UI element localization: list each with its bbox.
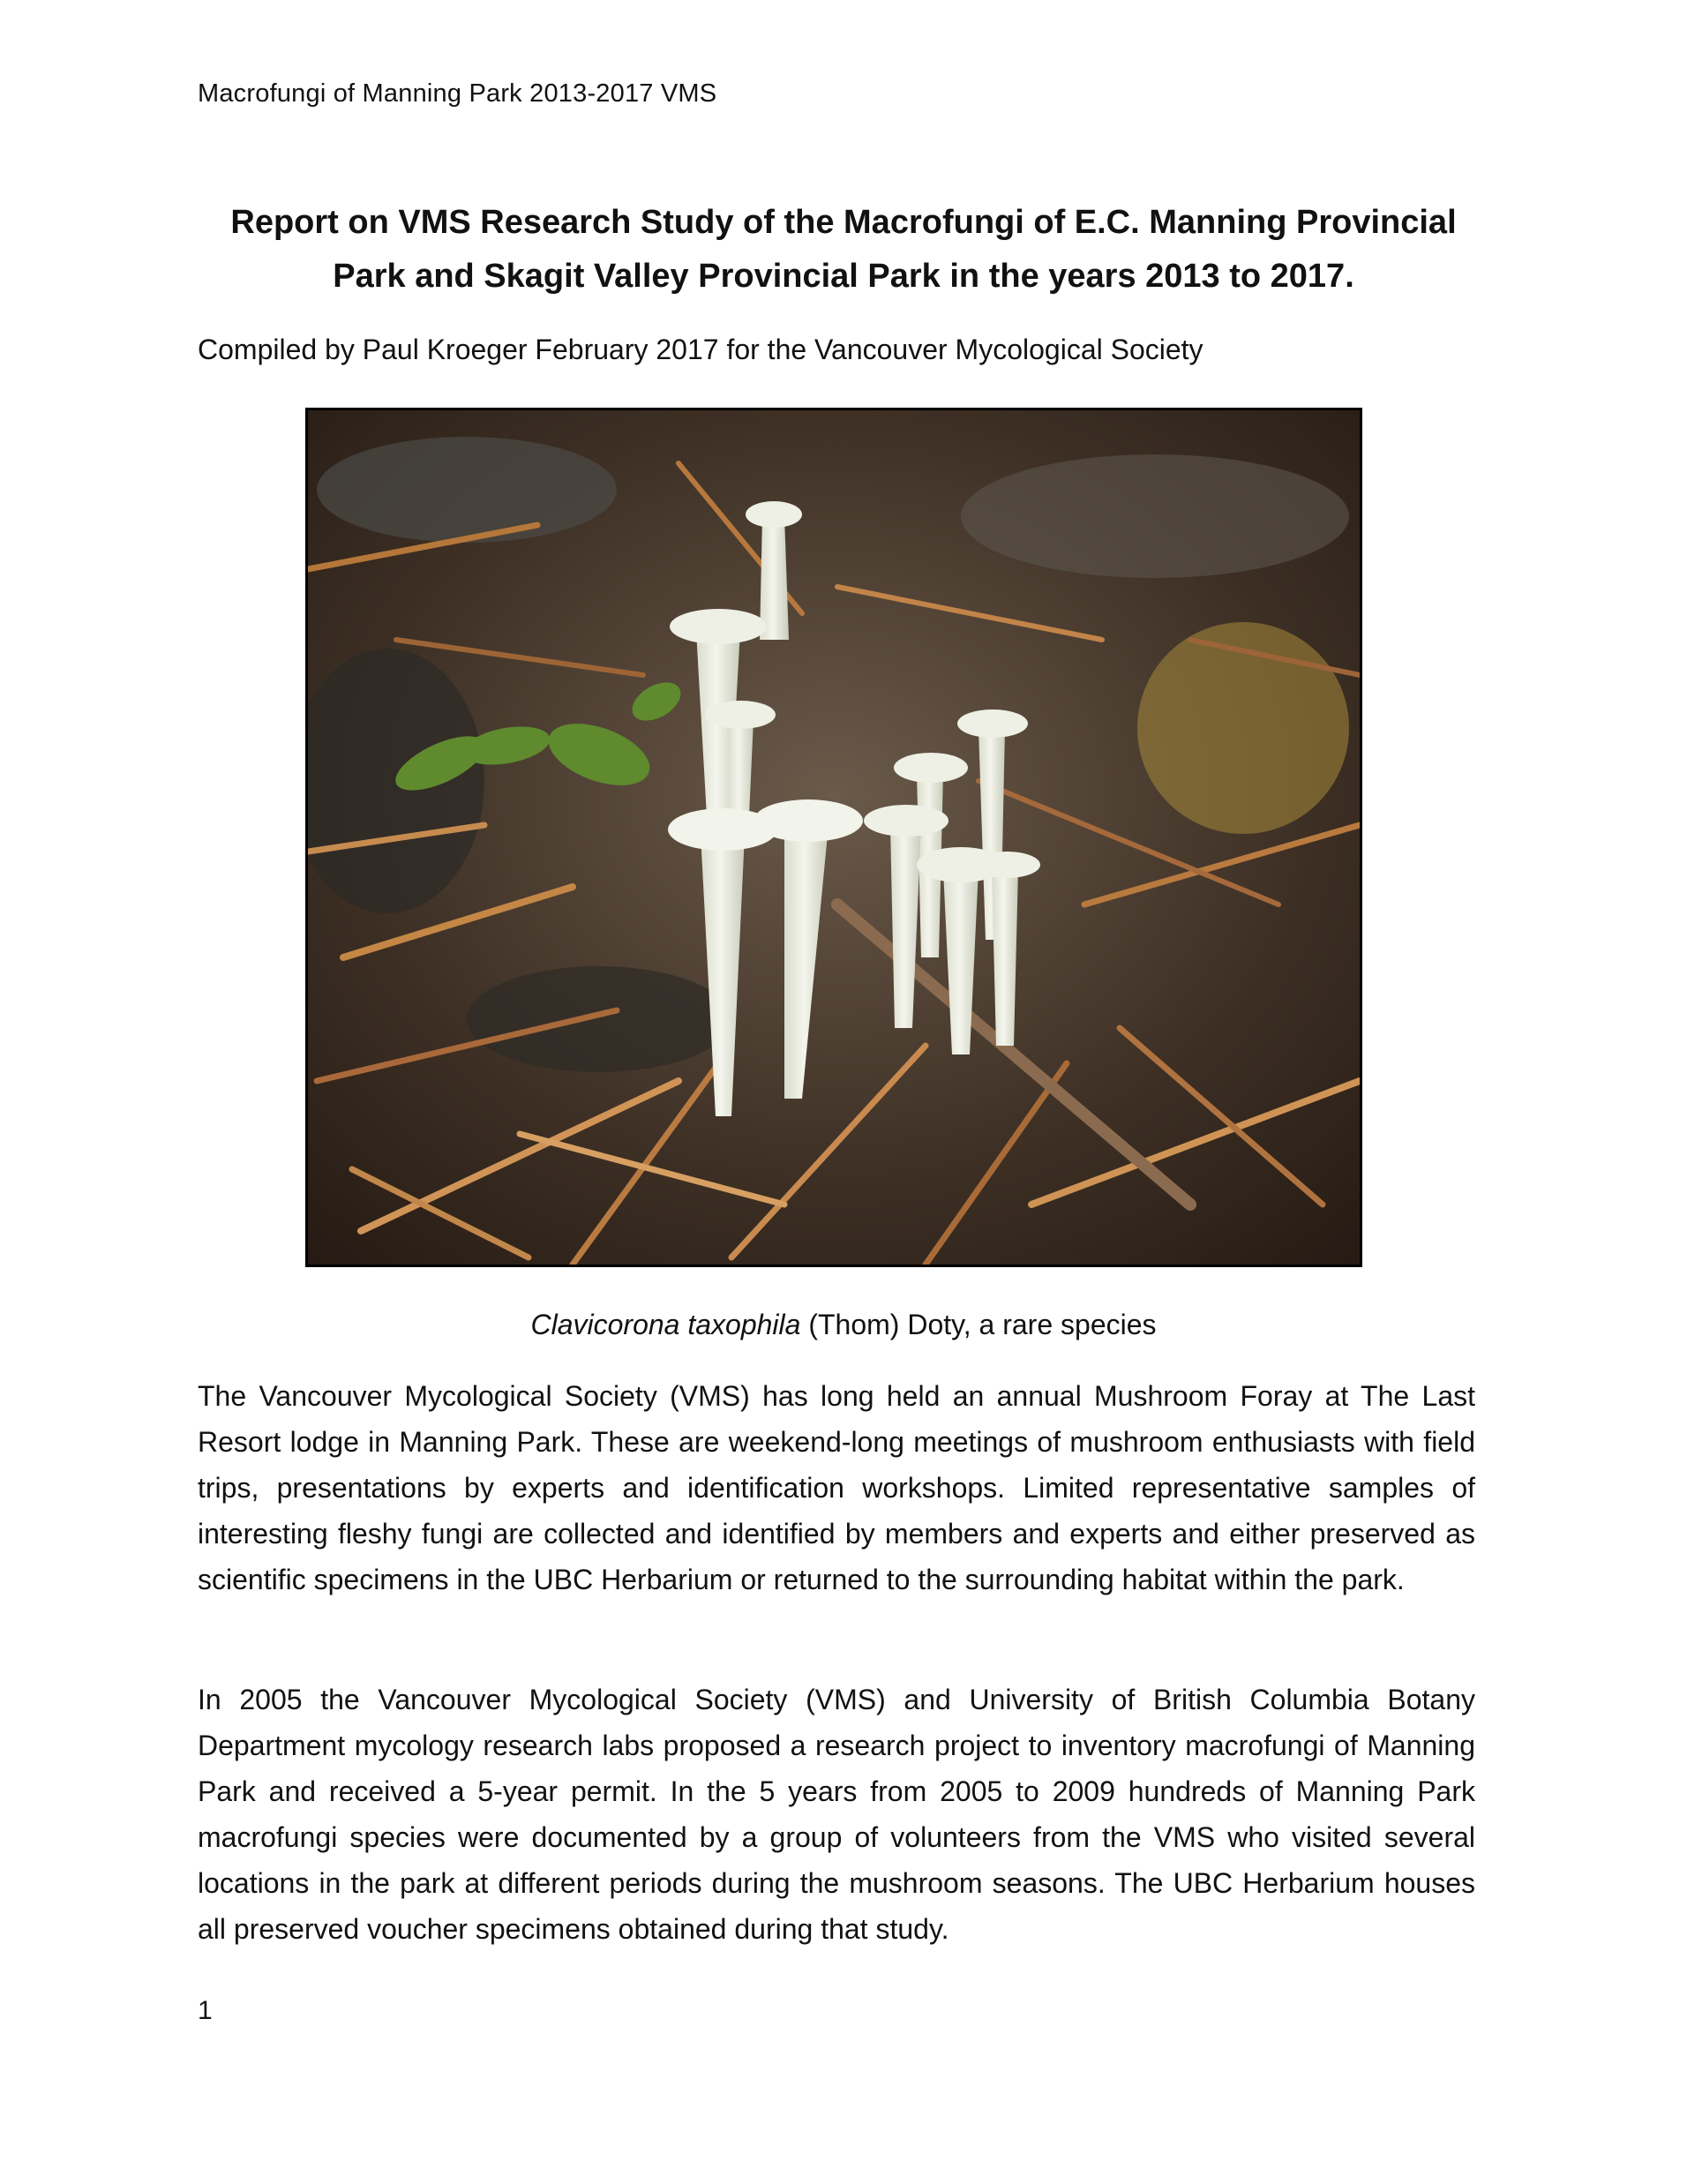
paragraph-2: In 2005 the Vancouver Mycological Society (VMS) and University of British Columbia Botany Department mycology research labs proposed a research project to inventory macrofungi of Manning Park and received a 5-year permit. In the 5 years from 2005 to 2009 hundreds of Manning Park macrofungi species were documented by a group of volunteers from the VMS who visited several locations in the park at different periods during the mushroom seasons. The UBC Herbarium houses all preserved voucher specimens obtained during that study. <box>198 1684 1475 1945</box>
figure-caption <box>176 1309 1511 1341</box>
page-number: 1 <box>198 1996 213 2025</box>
caption-species: Clavicorona taxophila <box>530 1309 801 1340</box>
title-line-1: Report on VMS Research Study of the Macrofungi of E.C. Manning Provincial <box>230 204 1457 241</box>
paragraph-1: The Vancouver Mycological Society (VMS) has long held an annual Mushroom Foray at The Last Resort lodge in Manning Park. These are weekend-long meetings of mushroom enthusiasts with field trips, presentations by experts and identification workshops. Limited representative samples of interesting fleshy fungi are collected and identified by members and experts and either preserved as scientific specimens in the UBC Herbarium or returned to the surrounding habitat within the park. <box>198 1380 1475 1595</box>
caption-text: (Thom) Doty, a rare species <box>800 1309 1157 1340</box>
title-line-2: Park and Skagit Valley Provincial Park in the years 2013 to 2017. <box>333 258 1354 295</box>
mushroom-photo <box>305 408 1362 1267</box>
document-title <box>176 196 1511 304</box>
byline: Compiled by Paul Kroeger February 2017 for the Vancouver Mycological Society <box>198 334 1203 365</box>
running-header: Macrofungi of Manning Park 2013-2017 VMS <box>198 79 717 108</box>
